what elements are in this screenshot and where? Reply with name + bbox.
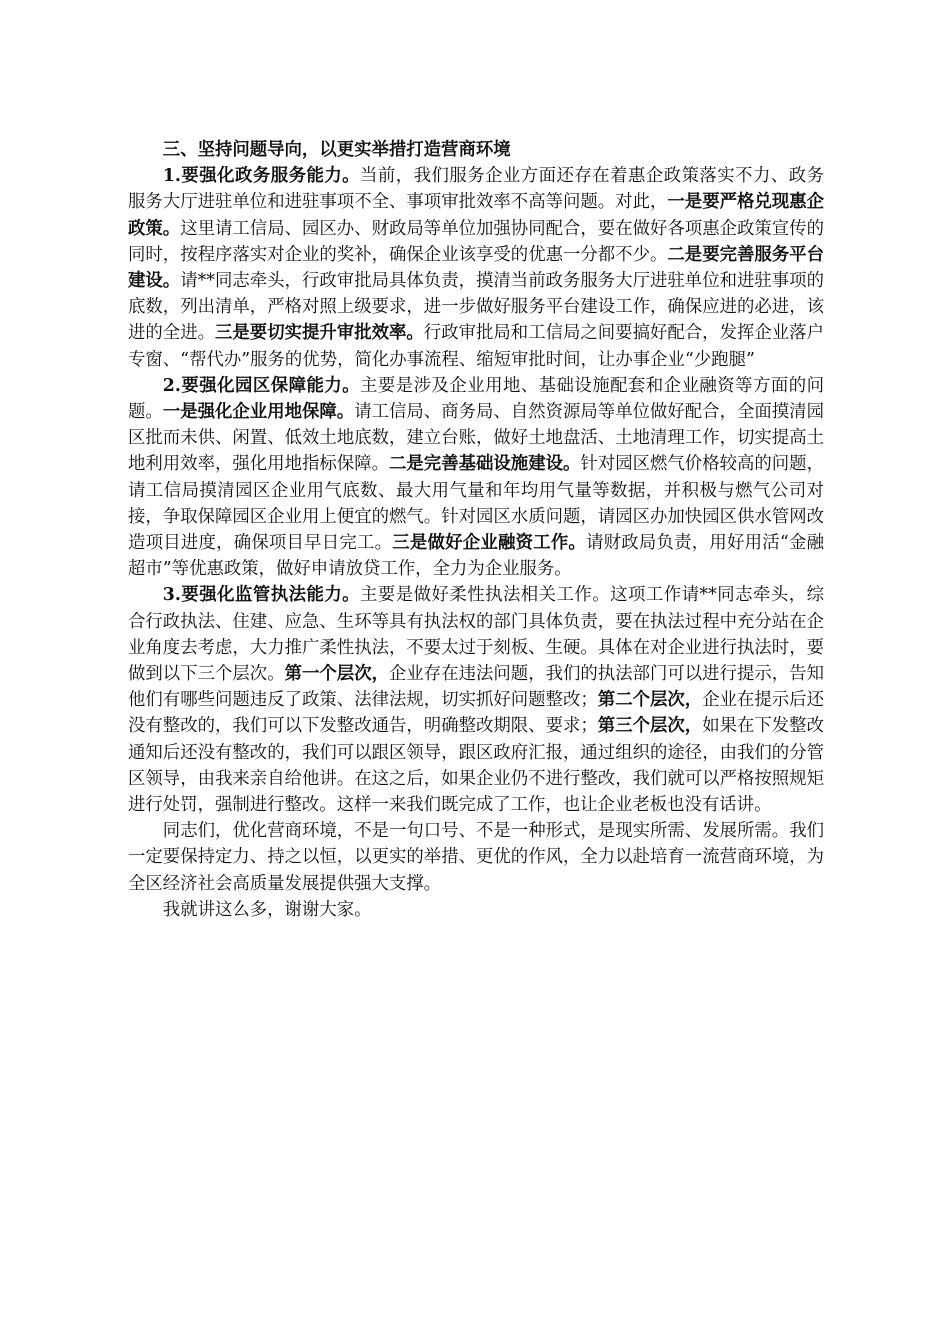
paragraph-lead-heading: 1.要强化政务服务能力。 bbox=[162, 166, 361, 187]
paragraph-text: 我就讲这么多，谢谢大家。 bbox=[162, 899, 372, 920]
paragraph-subpoint-heading: 二是要完善服务平台建设。 bbox=[128, 244, 824, 292]
paragraph-text: 行政审批局和工信局之间要搞好配合，发挥企业落户专窗、“帮代办”服务的优势，简化办事流程、缩短审批时间，让办事企业“少跑腿” bbox=[128, 323, 824, 370]
paragraph-subpoint-heading: 第二个层次， bbox=[597, 690, 703, 711]
paragraph-text: 企业在提示后还没有整改的，我们可以下发整改通告，明确整改期限、要求； bbox=[128, 690, 824, 737]
paragraph-text: 同志们，优化营商环境，不是一句口号、不是一种形式，是现实所需、发展所需。我们一定要保持定力、持之以恒，以更实的举措、更优的作风，全力以赴培育一流营商环境，为全区经济社会高质量发展提供强大支撑。 bbox=[128, 821, 824, 894]
paragraph-lead-heading: 3.要强化监管执法能力。 bbox=[162, 585, 361, 606]
paragraph-text: 这里请工信局、园区办、财政局等单位加强协同配合，要在做好各项惠企政策宣传的同时，按程序落实对企业的奖补，确保企业该享受的优惠一分都不少。 bbox=[128, 218, 824, 265]
section-heading: 三、坚持问题导向，以更实举措打造营商环境 bbox=[162, 140, 511, 160]
paragraph-text: 针对园区燃气价格较高的问题，请工信局摸清园区企业用气底数、最大用气量和年均用气量等数据，并积极与燃气公司对接，争取保障园区企业用上便宜的燃气。针对园区水质问题，请园区办加快园区供水管网改造项目进度，确保项目早日完工。 bbox=[128, 454, 824, 554]
paragraph-text: 请工信局、商务局、自然资源局等单位做好配合，全面摸清园区批而未供、闲置、低效土地底数，建立台账，做好土地盘活、土地清理工作，切实提高土地利用效率，强化用地指标保障。 bbox=[128, 402, 824, 475]
paragraph-text: 主要是做好柔性执法相关工作。这项工作请**同志牵头，综合行政执法、住建、应急、生环等具有执法权的部门具体负责，要在执法过程中充分站在企业角度去考虑，大力推广柔性执法，不要太过于刻板、生硬。具体在对企业进行执法时，要做到以下三个层次。 bbox=[128, 585, 824, 685]
paragraph-subpoint-heading: 二是完善基础设施建设。 bbox=[389, 454, 581, 475]
paragraph-text: 当前，我们服务企业方面还存在着惠企政策落实不力、政务服务大厅进驻单位和进驻事项不全、事项审批效率不高等问题。对此， bbox=[128, 166, 824, 213]
paragraph-subpoint-heading: 三是要切实提升审批效率。 bbox=[215, 323, 424, 344]
paragraph-subpoint-heading: 一是要严格兑现惠企政策。 bbox=[128, 192, 824, 239]
document-body bbox=[128, 137, 824, 923]
paragraph-government-services bbox=[128, 163, 824, 373]
paragraph-regulatory-enforcement bbox=[128, 582, 824, 818]
paragraph-closing-remarks bbox=[128, 818, 824, 897]
paragraph-text: 企业存在违法问题，我们的执法部门可以进行提示，告知他们有哪些问题违反了政策、法律法规，切实抓好问题整改； bbox=[128, 664, 824, 711]
paragraph-park-support bbox=[128, 373, 824, 583]
paragraph-subpoint-heading: 三是做好企业融资工作。 bbox=[392, 533, 587, 554]
paragraph-text: 请**同志牵头，行政审批局具体负责，摸清当前政务服务大厅进驻单位和进驻事项的底数，列出清单，严格对照上级要求，进一步做好服务平台建设工作，确保应进的必进，该进的全进。 bbox=[128, 271, 824, 344]
paragraph-text: 主要是涉及企业用地、基础设施配套和企业融资等方面的问题。 bbox=[128, 375, 824, 423]
paragraph-text: 如果在下发整改通知后还没有整改的，我们可以跟区领导，跟区政府汇报，通过组织的途径，由我们的分管区领导，由我来亲自给他讲。在这之后，如果企业仍不进行整改，我们就可以严格按照规矩进行处罚，强制进行整改。这样一来我们既完成了工作，也让企业老板也没有话讲。 bbox=[128, 716, 824, 816]
paragraph-text: 请财政局负责，用好用活“金融超市”等优惠政策，做好申请放贷工作，全力为企业服务。 bbox=[128, 533, 824, 580]
paragraph-subpoint-heading: 一是强化企业用地保障。 bbox=[162, 402, 355, 423]
paragraph-thanks bbox=[128, 897, 824, 923]
paragraph-subpoint-heading: 第三个层次， bbox=[597, 716, 703, 737]
paragraph-lead-heading: 2.要强化园区保障能力。 bbox=[162, 375, 361, 396]
paragraph-subpoint-heading: 第一个层次， bbox=[284, 664, 389, 685]
